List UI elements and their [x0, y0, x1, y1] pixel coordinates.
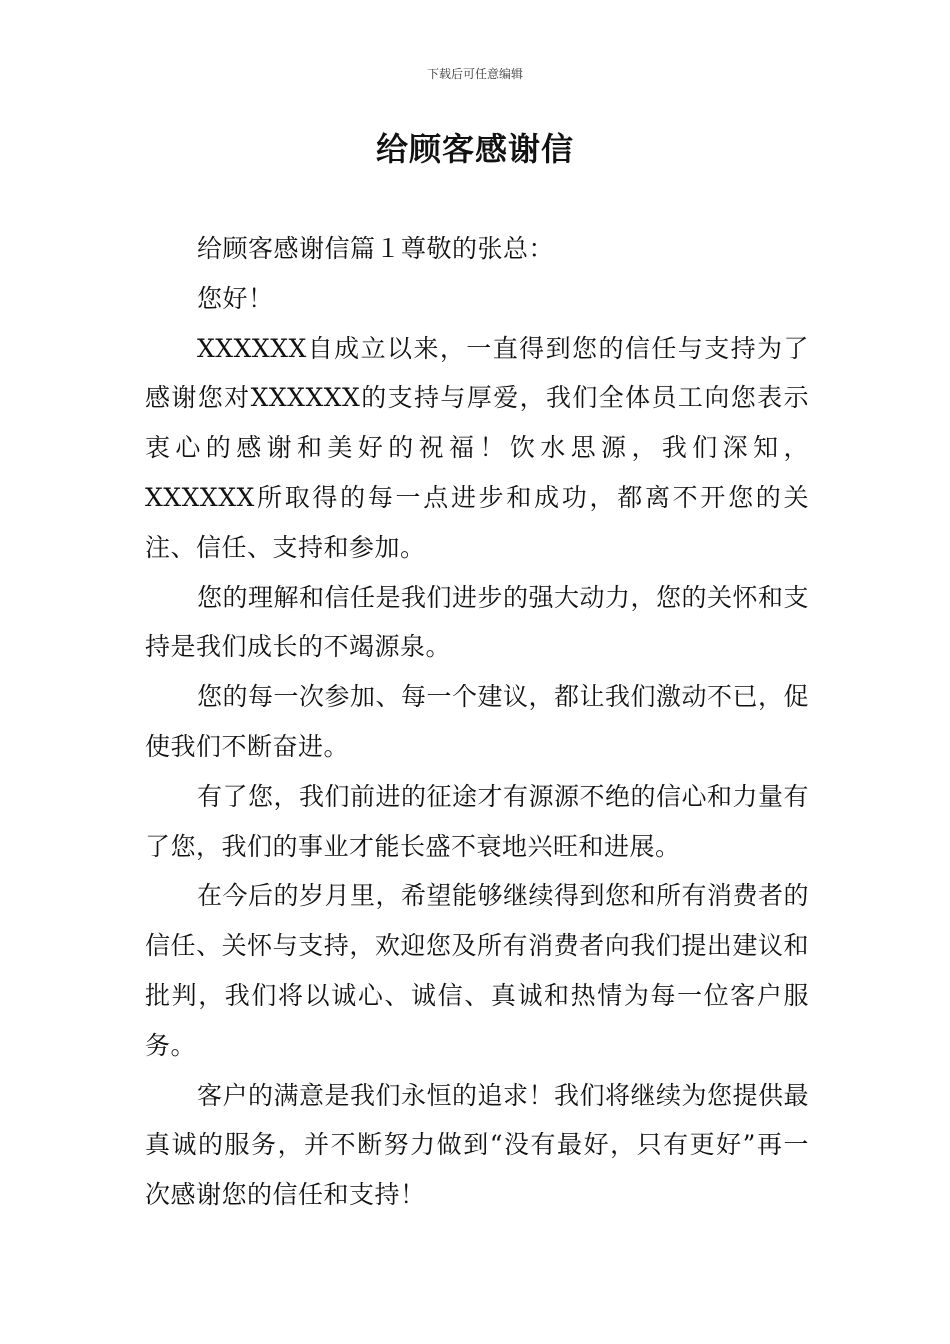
letter-paragraph: 在今后的岁月里，希望能够继续得到您和所有消费者的信任、关怀与支持，欢迎您及所有消费者向我们提出建议和批判，我们将以诚心、诚信、真诚和热情为每一位客户服务。 [145, 881, 810, 1060]
header-note: 下载后可任意编辑 [426, 67, 523, 81]
letter-body [145, 224, 809, 1220]
letter-paragraph: 您的理解和信任是我们进步的强大动力，您的关怀和支持是我们成长的不竭源泉。 [145, 582, 810, 662]
letter-paragraph: XXXXXX自成立以来，一直得到您的信任与支持为了感谢您对XXXXXX的支持与厚爱，我们全体员工向您表示衷心的感谢和美好的祝福！饮水思源，我们深知，XXXXXX所取得的每一点进步和成功，都离不开您的关注、信任、支持和参加。 [145, 333, 809, 562]
letter-paragraph: 您的每一次参加、每一个建议，都让我们激动不已，促使我们不断奋进。 [145, 682, 810, 761]
letter-paragraph: 您好！ [197, 283, 274, 313]
document-title: 给顾客感谢信 [375, 130, 574, 168]
letter-paragraph: 给顾客感谢信篇１尊敬的张总： [197, 234, 555, 263]
letter-paragraph: 有了您，我们前进的征途才有源源不绝的信心和力量有了您，我们的事业才能长盛不衰地兴旺和进展。 [145, 781, 810, 861]
letter-paragraph: 客户的满意是我们永恒的追求！我们将继续为您提供最真诚的服务，并不断努力做到“没有最好，只有更好”再一次感谢您的信任和支持！ [145, 1080, 810, 1210]
